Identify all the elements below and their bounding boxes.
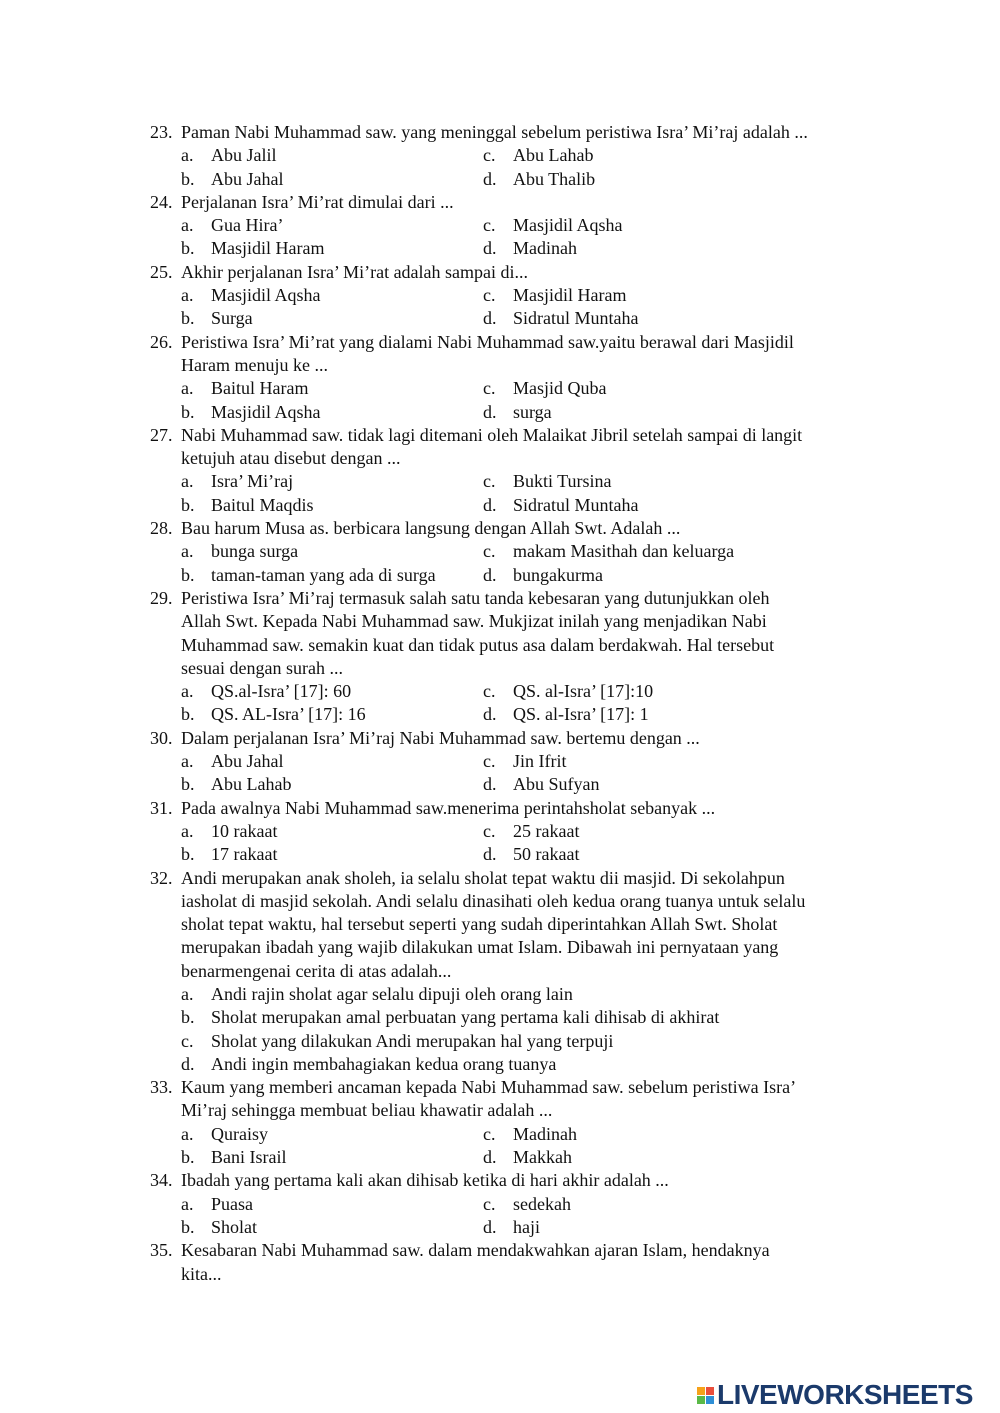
option-letter: b. — [181, 308, 195, 329]
option-row — [150, 401, 910, 424]
question-number: 29. — [150, 587, 173, 608]
answer-option — [181, 703, 366, 726]
option-letter: a. — [181, 983, 194, 1004]
answer-option — [483, 680, 653, 703]
option-text: 17 rakaat — [211, 844, 278, 865]
question-number: 31. — [150, 797, 173, 818]
question-text: benarmengenai cerita di atas adalah... — [181, 960, 452, 981]
question-line — [150, 354, 910, 377]
question-line — [150, 1263, 910, 1286]
option-letter: c. — [483, 285, 496, 306]
option-text: 10 rakaat — [211, 820, 278, 841]
question-line — [150, 610, 910, 633]
question-line — [150, 657, 910, 680]
answer-option — [181, 1030, 613, 1053]
answer-option — [483, 168, 595, 191]
option-text: Masjidil Haram — [211, 238, 325, 259]
option-text: Bani Israil — [211, 1147, 287, 1168]
answer-option — [483, 470, 612, 493]
answer-option — [483, 750, 567, 773]
option-text: makam Masithah dan keluarga — [513, 541, 735, 562]
question-text: Nabi Muhammad saw. tidak lagi ditemani oleh Malaikat Jibril setelah sampai di langit — [181, 424, 803, 445]
option-letter: c. — [483, 541, 496, 562]
option-text: Abu Jahal — [211, 751, 284, 772]
option-letter: c. — [181, 1030, 194, 1051]
question-number: 28. — [150, 518, 173, 539]
option-letter: d. — [483, 308, 497, 329]
question-line — [150, 890, 910, 913]
question-text: sholat tepat waktu, hal tersebut seperti yang sudah diperintahkan Allah Swt. Sholat — [181, 914, 778, 935]
option-letter: a. — [181, 215, 194, 236]
worksheet-questions — [150, 121, 910, 1286]
question-number: 25. — [150, 261, 173, 282]
option-text: haji — [513, 1216, 540, 1237]
answer-option — [181, 377, 308, 400]
question-line — [150, 447, 910, 470]
option-row — [150, 470, 910, 493]
option-row — [150, 773, 910, 796]
option-row — [150, 237, 910, 260]
answer-option — [181, 680, 351, 703]
question-line — [150, 121, 910, 144]
question-line — [150, 960, 910, 983]
option-text: Quraisy — [211, 1123, 268, 1144]
option-letter: b. — [181, 1216, 195, 1237]
question-text: Kesabaran Nabi Muhammad saw. dalam mendakwahkan ajaran Islam, hendaknya — [181, 1240, 770, 1261]
option-letter: a. — [181, 1123, 194, 1144]
answer-option — [181, 1146, 286, 1169]
answer-option — [181, 307, 253, 330]
option-row — [150, 1006, 910, 1029]
answer-option — [483, 1193, 571, 1216]
option-letter: b. — [181, 238, 195, 259]
question-text: Muhammad saw. semakin kuat dan tidak putus asa dalam berdakwah. Hal tersebut — [181, 634, 775, 655]
option-text: Sholat — [211, 1216, 258, 1237]
question-number: 33. — [150, 1077, 173, 1098]
option-text: Abu Lahab — [513, 145, 594, 166]
option-row — [150, 1053, 910, 1076]
option-text: Madinah — [513, 1123, 577, 1144]
option-text: 25 rakaat — [513, 820, 580, 841]
option-letter: a. — [181, 1193, 194, 1214]
option-letter: c. — [483, 378, 496, 399]
option-letter: b. — [181, 1147, 195, 1168]
option-row — [150, 1193, 910, 1216]
question-text: kita... — [181, 1263, 222, 1284]
question-23 — [150, 121, 910, 191]
option-row — [150, 214, 910, 237]
question-text: Akhir perjalanan Isra’ Mi’rat adalah sampai di... — [181, 261, 529, 282]
option-letter: b. — [181, 844, 195, 865]
option-letter: b. — [181, 1007, 195, 1028]
option-letter: d. — [483, 704, 497, 725]
question-number: 23. — [150, 122, 173, 142]
answer-option — [181, 540, 298, 563]
question-29 — [150, 587, 910, 727]
option-row — [150, 1146, 910, 1169]
question-line — [150, 867, 910, 890]
option-text: Masjidil Haram — [513, 285, 627, 306]
answer-option — [483, 284, 626, 307]
question-line — [150, 1076, 910, 1099]
option-letter: d. — [483, 494, 497, 515]
question-text: Andi merupakan anak sholeh, ia selalu sholat tepat waktu dii masjid. Di sekolahpun — [181, 867, 785, 888]
option-text: Bukti Tursina — [513, 471, 612, 492]
answer-option — [181, 773, 291, 796]
option-text: Madinah — [513, 238, 577, 259]
option-text: surga — [513, 401, 552, 422]
option-text: Abu Lahab — [211, 774, 292, 795]
question-line — [150, 517, 910, 540]
question-line — [150, 261, 910, 284]
answer-option — [181, 820, 277, 843]
answer-option — [181, 1006, 719, 1029]
option-text: Abu Sufyan — [513, 774, 600, 795]
question-line — [150, 424, 910, 447]
answer-option — [181, 564, 436, 587]
answer-option — [181, 284, 321, 307]
answer-option — [181, 168, 283, 191]
question-line — [150, 1169, 910, 1192]
question-text: iasholat di masjid sekolah. Andi selalu dinasihati oleh kedua orang tuanya untuk selalu — [181, 890, 806, 911]
option-row — [150, 843, 910, 866]
answer-option — [181, 494, 314, 517]
option-letter: d. — [483, 1216, 497, 1237]
answer-option — [483, 1123, 577, 1146]
question-26 — [150, 331, 910, 424]
question-text: Kaum yang memberi ancaman kepada Nabi Muhammad saw. sebelum peristiwa Isra’ — [181, 1077, 797, 1098]
option-letter: a. — [181, 145, 194, 166]
option-row — [150, 377, 910, 400]
answer-option — [483, 237, 577, 260]
option-letter: c. — [483, 1123, 496, 1144]
option-letter: a. — [181, 681, 194, 702]
option-letter: a. — [181, 285, 194, 306]
option-letter: d. — [483, 844, 497, 865]
option-row — [150, 703, 910, 726]
question-text: sesuai dengan surah ... — [181, 657, 343, 678]
question-34 — [150, 1169, 910, 1239]
question-text: ketujuh atau disebut dengan ... — [181, 448, 401, 469]
question-text: Paman Nabi Muhammad saw. yang meninggal sebelum peristiwa Isra’ Mi’raj adalah ... — [181, 122, 808, 142]
option-letter: c. — [483, 820, 496, 841]
option-text: Surga — [211, 308, 253, 329]
option-letter: a. — [181, 820, 194, 841]
question-number: 27. — [150, 424, 173, 445]
option-letter: d. — [483, 564, 497, 585]
answer-option — [181, 1216, 257, 1239]
question-line — [150, 191, 910, 214]
answer-option — [181, 470, 293, 493]
answer-option — [483, 377, 607, 400]
question-number: 32. — [150, 867, 173, 888]
question-number: 34. — [150, 1170, 173, 1191]
option-text: sedekah — [513, 1193, 571, 1214]
option-letter: b. — [181, 494, 195, 515]
question-line — [150, 913, 910, 936]
question-text: Dalam perjalanan Isra’ Mi’raj Nabi Muhammad saw. bertemu dengan ... — [181, 727, 700, 748]
question-number: 35. — [150, 1240, 173, 1261]
option-text: Sidratul Muntaha — [513, 494, 639, 515]
option-text: Gua Hira’ — [211, 215, 284, 236]
question-text: Pada awalnya Nabi Muhammad saw.menerima perintahsholat sebanyak ... — [181, 797, 716, 818]
option-letter: c. — [483, 1193, 496, 1214]
option-text: Andi rajin sholat agar selalu dipuji oleh orang lain — [211, 983, 573, 1004]
answer-option — [181, 983, 573, 1006]
option-text: 50 rakaat — [513, 844, 580, 865]
answer-option — [483, 214, 623, 237]
option-text: Isra’ Mi’raj — [211, 471, 294, 492]
option-letter: a. — [181, 471, 194, 492]
answer-option — [181, 1123, 268, 1146]
option-row — [150, 307, 910, 330]
option-row — [150, 144, 910, 167]
answer-option — [483, 564, 603, 587]
option-text: Abu Jahal — [211, 168, 284, 189]
logo-mark-icon — [697, 1387, 714, 1404]
question-27 — [150, 424, 910, 517]
question-text: Bau harum Musa as. berbicara langsung dengan Allah Swt. Adalah ... — [181, 518, 681, 539]
question-number: 26. — [150, 331, 173, 352]
option-row — [150, 750, 910, 773]
answer-option — [483, 540, 734, 563]
option-row — [150, 564, 910, 587]
answer-option — [483, 843, 579, 866]
question-line — [150, 587, 910, 610]
question-35 — [150, 1239, 910, 1286]
option-letter: c. — [483, 471, 496, 492]
option-text: bunga surga — [211, 541, 299, 562]
question-line — [150, 936, 910, 959]
option-text: Sholat merupakan amal perbuatan yang pertama kali dihisab di akhirat — [211, 1007, 720, 1028]
option-letter: b. — [181, 401, 195, 422]
option-text: taman-taman yang ada di surga — [211, 564, 436, 585]
option-row — [150, 168, 910, 191]
question-25 — [150, 261, 910, 331]
option-row — [150, 1216, 910, 1239]
question-text: Peristiwa Isra’ Mi’raj termasuk salah satu tanda kebesaran yang dutunjukkan oleh — [181, 587, 770, 608]
option-row — [150, 1123, 910, 1146]
answer-option — [181, 144, 277, 167]
option-row — [150, 284, 910, 307]
question-number: 30. — [150, 727, 173, 748]
option-text: Makkah — [513, 1147, 572, 1168]
answer-option — [181, 1193, 253, 1216]
question-text: Haram menuju ke ... — [181, 354, 328, 375]
option-row — [150, 494, 910, 517]
option-letter: d. — [483, 238, 497, 259]
option-row — [150, 680, 910, 703]
answer-option — [483, 401, 552, 424]
answer-option — [181, 843, 277, 866]
answer-option — [483, 494, 638, 517]
option-text: Sholat yang dilakukan Andi merupakan hal yang terpuji — [211, 1030, 614, 1051]
answer-option — [181, 401, 321, 424]
option-text: QS. AL-Isra’ [17]: 16 — [211, 704, 366, 725]
option-letter: b. — [181, 774, 195, 795]
option-letter: b. — [181, 564, 195, 585]
option-text: Abu Thalib — [513, 168, 596, 189]
answer-option — [483, 1216, 540, 1239]
option-text: QS. al-Isra’ [17]: 1 — [513, 704, 649, 725]
option-letter: b. — [181, 704, 195, 725]
option-letter: d. — [483, 1147, 497, 1168]
answer-option — [181, 750, 283, 773]
option-text: Baitul Maqdis — [211, 494, 314, 515]
option-text: Masjid Quba — [513, 378, 607, 399]
option-text: Masjidil Aqsha — [211, 401, 321, 422]
option-letter: a. — [181, 541, 194, 562]
option-row — [150, 820, 910, 843]
question-text: Allah Swt. Kepada Nabi Muhammad saw. Mukjizat inilah yang menjadikan Nabi — [181, 611, 767, 632]
question-28 — [150, 517, 910, 587]
option-text: QS. al-Isra’ [17]:10 — [513, 681, 654, 702]
option-letter: d. — [181, 1053, 195, 1074]
question-line — [150, 634, 910, 657]
option-letter: c. — [483, 681, 496, 702]
question-32 — [150, 867, 910, 1077]
option-text: Masjidil Aqsha — [513, 215, 623, 236]
question-33 — [150, 1076, 910, 1169]
answer-option — [483, 1146, 572, 1169]
option-text: Baitul Haram — [211, 378, 309, 399]
logo-text: LIVEWORKSHEETS — [717, 1379, 973, 1410]
option-letter: c. — [483, 145, 496, 166]
option-row — [150, 1030, 910, 1053]
question-line — [150, 797, 910, 820]
option-text: Abu Jalil — [211, 145, 277, 166]
answer-option — [483, 307, 638, 330]
option-letter: d. — [483, 401, 497, 422]
option-text: Puasa — [211, 1193, 253, 1214]
option-text: Andi ingin membahagiakan kedua orang tuanya — [211, 1053, 557, 1074]
option-text: Sidratul Muntaha — [513, 308, 639, 329]
question-30 — [150, 727, 910, 797]
option-letter: c. — [483, 215, 496, 236]
option-text: bungakurma — [513, 564, 603, 585]
option-letter: a. — [181, 751, 194, 772]
question-line — [150, 1099, 910, 1122]
answer-option — [483, 773, 600, 796]
liveworksheets-logo — [697, 1379, 973, 1410]
option-text: QS.al-Isra’ [17]: 60 — [211, 681, 352, 702]
option-letter: a. — [181, 378, 194, 399]
answer-option — [181, 1053, 556, 1076]
question-text: merupakan ibadah yang wajib dilakukan umat Islam. Dibawah ini pernyataan yang — [181, 937, 779, 958]
question-24 — [150, 191, 910, 261]
option-text: Jin Ifrit — [513, 751, 567, 772]
question-number: 24. — [150, 191, 173, 212]
answer-option — [181, 237, 324, 260]
answer-option — [483, 820, 579, 843]
option-letter: b. — [181, 168, 195, 189]
answer-option — [483, 144, 593, 167]
option-row — [150, 983, 910, 1006]
option-row — [150, 540, 910, 563]
option-letter: c. — [483, 751, 496, 772]
option-letter: d. — [483, 168, 497, 189]
answer-option — [181, 214, 283, 237]
question-text: Ibadah yang pertama kali akan dihisab ketika di hari akhir adalah ... — [181, 1170, 669, 1191]
question-31 — [150, 797, 910, 867]
question-text: Peristiwa Isra’ Mi’rat yang dialami Nabi Muhammad saw.yaitu berawal dari Masjidil — [181, 331, 794, 352]
option-text: Masjidil Aqsha — [211, 285, 321, 306]
option-letter: d. — [483, 774, 497, 795]
question-text: Perjalanan Isra’ Mi’rat dimulai dari ... — [181, 191, 454, 212]
question-text: Mi’raj sehingga membuat beliau khawatir adalah ... — [181, 1100, 553, 1121]
question-line — [150, 727, 910, 750]
question-line — [150, 331, 910, 354]
answer-option — [483, 703, 649, 726]
question-line — [150, 1239, 910, 1262]
